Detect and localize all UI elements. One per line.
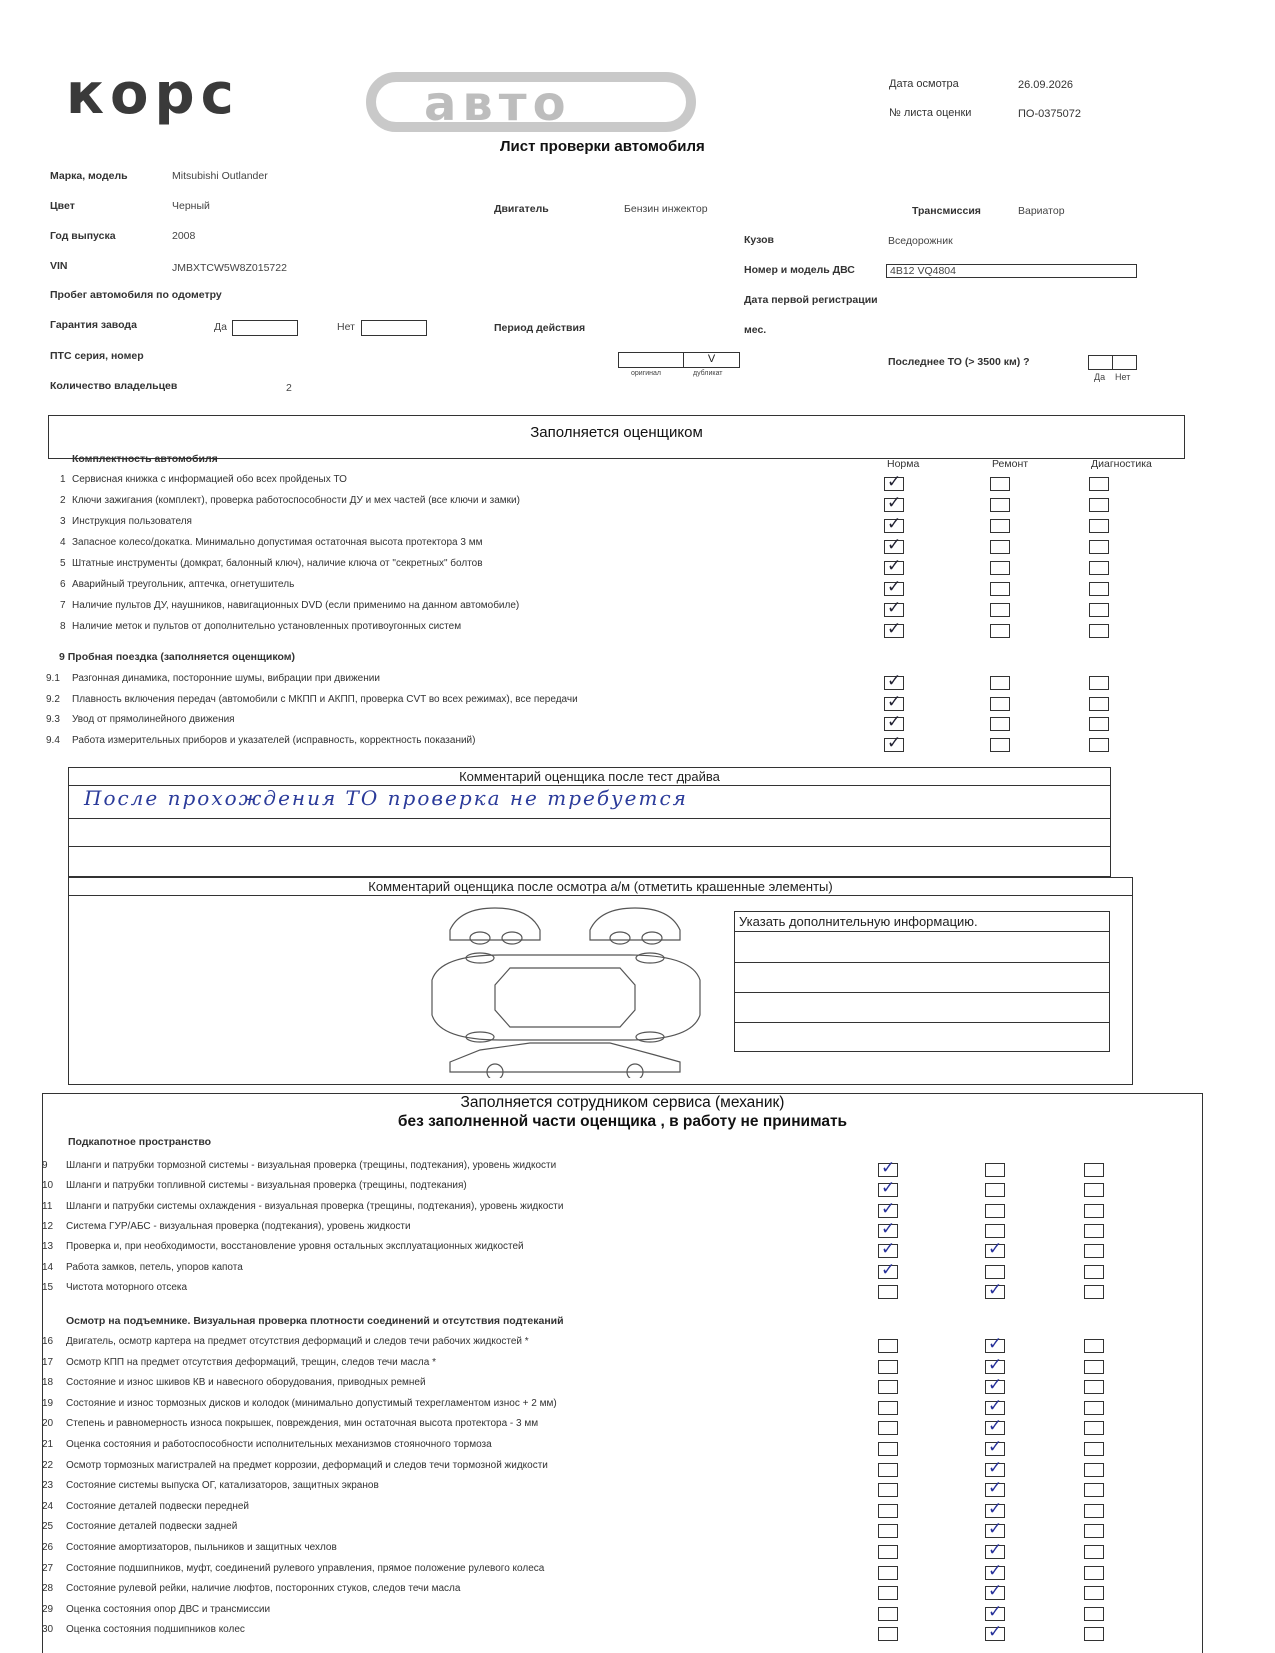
norm-checkbox[interactable] xyxy=(884,691,904,712)
brand-logo-avto-text: авто xyxy=(424,76,572,132)
norm-checkbox[interactable] xyxy=(878,1380,898,1394)
col-diag-header: Диагностика xyxy=(1091,458,1152,470)
check-mark: ✓ xyxy=(887,577,902,597)
last-to-yes-label: Да xyxy=(1094,372,1106,382)
row-text: Аварийный треугольник, аптечка, огнетушитель xyxy=(72,579,295,590)
comment-line xyxy=(69,846,1110,847)
row-number: 5 xyxy=(60,558,66,569)
row-text: Осмотр КПП на предмет отсутствия деформаций, трещин, следов течи масла * xyxy=(66,1356,436,1368)
norm-checkbox[interactable] xyxy=(878,1483,898,1497)
diag-checkbox[interactable] xyxy=(1084,1442,1104,1456)
diag-checkbox[interactable] xyxy=(1084,1360,1104,1374)
engine-number-field[interactable] xyxy=(886,264,1137,278)
body-label: Кузов xyxy=(744,234,774,246)
check-mark: ✓ xyxy=(887,671,902,691)
row-number: 2 xyxy=(60,495,66,506)
row-number: 17 xyxy=(42,1356,54,1368)
extra-info-box[interactable] xyxy=(734,911,1110,1052)
appraiser-section-header xyxy=(48,415,1185,459)
row-text: Плавность включения передач (автомобили с МКПП и АКПП, проверка CVT во всех режимах), все передачи xyxy=(72,693,578,705)
repair-checkbox[interactable] xyxy=(985,1204,1005,1218)
norm-checkbox[interactable] xyxy=(878,1158,898,1178)
last-to-no-box[interactable] xyxy=(1112,355,1137,370)
row-text: Состояние деталей подвески передней xyxy=(66,1500,250,1512)
year-label: Год выпуска xyxy=(50,230,116,242)
owners-label: Количество владельцев xyxy=(50,380,178,392)
pts-label: ПТС серия, номер xyxy=(50,350,144,362)
row-number: 18 xyxy=(42,1377,54,1389)
check-mark: ✓ xyxy=(887,691,902,712)
owners-value: 2 xyxy=(286,382,292,394)
row-text: Шланги и патрубки системы охлаждения - визуальная проверка (трещины, подтекания), уровень жидкости xyxy=(66,1200,564,1212)
last-to-yes-box[interactable] xyxy=(1088,355,1113,370)
row-text: Оценка состояния опор ДВС и трансмиссии xyxy=(66,1603,271,1615)
row-number: 9 xyxy=(42,1160,48,1171)
row-number: 7 xyxy=(60,600,66,611)
repair-checkbox[interactable] xyxy=(985,1581,1005,1602)
check-mark: ✓ xyxy=(887,535,902,555)
row-text: Проверка и, при необходимости, восстановление уровня остальных эксплуатационных жидкостей xyxy=(66,1241,524,1253)
norm-checkbox[interactable] xyxy=(884,577,904,597)
norm-checkbox[interactable] xyxy=(884,712,904,732)
norm-checkbox[interactable] xyxy=(878,1504,898,1518)
row-number: 30 xyxy=(42,1624,54,1636)
row-text: Инструкция пользователя xyxy=(72,516,192,527)
extra-info-line xyxy=(735,1022,1109,1023)
diag-checkbox[interactable] xyxy=(1084,1163,1104,1177)
row-text: Увод от прямолинейного движения xyxy=(72,714,235,725)
row-text: Штатные инструменты (домкрат, балонный ключ), наличие ключа от "секретных" болтов xyxy=(72,558,483,569)
norm-checkbox[interactable] xyxy=(884,732,904,753)
diag-checkbox[interactable] xyxy=(1084,1627,1104,1641)
diag-checkbox[interactable] xyxy=(1084,1483,1104,1497)
diag-checkbox[interactable] xyxy=(1084,1566,1104,1580)
row-text: Шланги и патрубки топливной системы - визуальная проверка (трещины, подтекания) xyxy=(66,1180,467,1192)
repair-checkbox[interactable] xyxy=(985,1601,1005,1622)
row-number: 8 xyxy=(60,621,66,632)
norm-checkbox[interactable] xyxy=(878,1545,898,1559)
repair-checkbox[interactable] xyxy=(985,1334,1005,1354)
pts-duplicate-label: дубликат xyxy=(693,370,723,377)
norm-checkbox[interactable] xyxy=(884,619,904,639)
diag-checkbox[interactable] xyxy=(1084,1401,1104,1415)
diag-checkbox[interactable] xyxy=(1084,1244,1104,1258)
repair-checkbox[interactable] xyxy=(985,1183,1005,1197)
color-value: Черный xyxy=(172,200,210,212)
sheet-number-label: № листа оценки xyxy=(889,107,972,119)
check-mark: ✓ xyxy=(887,732,902,753)
row-number: 11 xyxy=(42,1200,53,1212)
diag-checkbox[interactable] xyxy=(1084,1380,1104,1394)
check-mark: ✓ xyxy=(887,598,902,618)
inspection-date-label: Дата осмотра xyxy=(889,78,959,90)
check-mark: ✓ xyxy=(988,1581,1003,1602)
diag-checkbox[interactable] xyxy=(1089,477,1109,491)
row-number: 4 xyxy=(60,537,66,548)
diag-checkbox[interactable] xyxy=(1089,540,1109,554)
repair-checkbox[interactable] xyxy=(990,477,1010,491)
row-text: Оценка состояния подшипников колес xyxy=(66,1624,245,1636)
diag-checkbox[interactable] xyxy=(1089,624,1109,638)
row-text: Состояние и износ тормозных дисков и колодок (минимально допустимый техрегламентом износ + 2 мм) xyxy=(66,1397,557,1409)
row-number: 21 xyxy=(42,1439,54,1450)
repair-checkbox[interactable] xyxy=(990,676,1010,690)
row-number: 15 xyxy=(42,1281,54,1293)
diag-checkbox[interactable] xyxy=(1089,717,1109,731)
row-text: Осмотр тормозных магистралей на предмет коррозии, деформаций и следов течи тормозной жидкости xyxy=(66,1459,548,1471)
repair-checkbox[interactable] xyxy=(990,603,1010,617)
diag-checkbox[interactable] xyxy=(1084,1421,1104,1435)
inspection-comment-title: Комментарий оценщика после осмотра а/м (отметить крашенные элементы) xyxy=(69,878,1132,896)
row-number: 12 xyxy=(42,1220,54,1232)
repair-checkbox[interactable] xyxy=(990,561,1010,575)
norm-checkbox[interactable] xyxy=(878,1442,898,1456)
warranty-yes-label: Да xyxy=(214,321,227,333)
norm-checkbox[interactable] xyxy=(878,1259,898,1280)
row-text: Шланги и патрубки тормозной системы - визуальная проверка (трещины, подтекания), уровень жидкости xyxy=(66,1160,557,1171)
check-mark: ✓ xyxy=(988,1560,1003,1581)
norm-checkbox[interactable] xyxy=(878,1218,898,1239)
row-text: Система ГУР/АБС - визуальная проверка (подтекания), уровень жидкости xyxy=(66,1220,411,1232)
check-mark: ✓ xyxy=(988,1498,1003,1519)
norm-checkbox[interactable] xyxy=(878,1566,898,1580)
check-mark: ✓ xyxy=(988,1395,1003,1416)
check-mark: ✓ xyxy=(887,472,902,492)
diag-checkbox[interactable] xyxy=(1089,603,1109,617)
norm-checkbox[interactable] xyxy=(884,493,904,513)
color-label: Цвет xyxy=(50,200,75,212)
repair-checkbox[interactable] xyxy=(985,1354,1005,1375)
norm-checkbox[interactable] xyxy=(878,1360,898,1374)
repair-checkbox[interactable] xyxy=(985,1622,1005,1643)
repair-checkbox[interactable] xyxy=(985,1457,1005,1478)
check-mark: ✓ xyxy=(881,1178,896,1199)
norm-checkbox[interactable] xyxy=(884,556,904,576)
row-number: 28 xyxy=(42,1583,54,1595)
repair-checkbox[interactable] xyxy=(985,1224,1005,1238)
repair-checkbox[interactable] xyxy=(985,1163,1005,1177)
diag-checkbox[interactable] xyxy=(1084,1224,1104,1238)
transmission-value: Вариатор xyxy=(1018,205,1065,217)
warranty-no-field[interactable] xyxy=(361,320,427,336)
pts-original-box[interactable] xyxy=(618,352,684,368)
norm-checkbox[interactable] xyxy=(878,1285,898,1299)
norm-checkbox[interactable] xyxy=(878,1198,898,1219)
row-number: 23 xyxy=(42,1480,54,1492)
repair-checkbox[interactable] xyxy=(985,1437,1005,1457)
last-to-label: Последнее ТО (> 3500 км) ? xyxy=(888,356,1030,368)
comment-line xyxy=(69,818,1110,819)
check-mark: ✓ xyxy=(988,1622,1003,1643)
body-value: Вседорожник xyxy=(888,235,953,247)
drive-comment-box[interactable] xyxy=(68,767,1111,877)
year-value: 2008 xyxy=(172,230,196,242)
row-text: Запасное колесо/докатка. Минимально допустимая остаточная высота протектора 3 мм xyxy=(72,537,483,548)
check-mark: ✓ xyxy=(887,493,902,513)
service-title-line2: без заполненной части оценщика , в работу не принимать xyxy=(397,1113,848,1130)
row-text: Наличие меток и пультов от дополнительно установленных противоугонных систем xyxy=(72,621,462,632)
vin-label: VIN xyxy=(50,260,68,272)
test-drive-title: 9 Пробная поездка (заполняется оценщиком) xyxy=(59,651,295,663)
repair-checkbox[interactable] xyxy=(985,1279,1005,1300)
diag-checkbox[interactable] xyxy=(1084,1183,1104,1197)
row-number: 29 xyxy=(42,1603,54,1615)
repair-checkbox[interactable] xyxy=(990,624,1010,638)
row-number: 26 xyxy=(42,1542,54,1553)
row-number: 13 xyxy=(42,1241,54,1253)
check-mark: ✓ xyxy=(988,1279,1003,1300)
row-number: 9.1 xyxy=(46,673,60,684)
sheet-number-value: ПО-0375072 xyxy=(1018,108,1081,120)
diag-checkbox[interactable] xyxy=(1084,1524,1104,1538)
check-mark: ✓ xyxy=(887,556,902,576)
pts-mark: V xyxy=(707,353,716,365)
vin-value: JMBXTCW5W8Z015722 xyxy=(172,262,287,274)
norm-checkbox[interactable] xyxy=(878,1421,898,1435)
last-to-no-label: Нет xyxy=(1115,372,1131,382)
diag-checkbox[interactable] xyxy=(1084,1504,1104,1518)
diag-checkbox[interactable] xyxy=(1089,738,1109,752)
row-text: Состояние деталей подвески задней xyxy=(66,1521,238,1533)
check-mark: ✓ xyxy=(988,1416,1003,1437)
make-model-label: Марка, модель xyxy=(50,170,128,182)
diag-checkbox[interactable] xyxy=(1084,1285,1104,1299)
row-number: 14 xyxy=(42,1261,54,1273)
check-mark: ✓ xyxy=(887,619,902,639)
repair-checkbox[interactable] xyxy=(985,1519,1005,1540)
diag-checkbox[interactable] xyxy=(1084,1586,1104,1600)
check-mark: ✓ xyxy=(881,1259,896,1280)
repair-checkbox[interactable] xyxy=(990,519,1010,533)
row-number: 16 xyxy=(42,1336,54,1347)
engine-label: Двигатель xyxy=(494,203,549,215)
row-text: Сервисная книжка с информацией обо всех пройденых ТО xyxy=(72,474,347,485)
diag-checkbox[interactable] xyxy=(1089,676,1109,690)
check-mark: ✓ xyxy=(881,1218,896,1239)
norm-checkbox[interactable] xyxy=(884,514,904,534)
row-text: Состояние системы выпуска ОГ, катализаторов, защитных экранов xyxy=(66,1480,379,1492)
car-diagram[interactable] xyxy=(420,900,710,1078)
row-number: 19 xyxy=(42,1397,54,1409)
warranty-label: Гарантия завода xyxy=(50,319,137,331)
check-mark: ✓ xyxy=(881,1198,896,1219)
warranty-yes-field[interactable] xyxy=(232,320,298,336)
row-number: 25 xyxy=(42,1521,54,1533)
row-number: 6 xyxy=(60,579,66,590)
repair-checkbox[interactable] xyxy=(985,1478,1005,1499)
repair-checkbox[interactable] xyxy=(990,697,1010,711)
diag-checkbox[interactable] xyxy=(1089,519,1109,533)
diag-checkbox[interactable] xyxy=(1084,1607,1104,1621)
row-text: Работа замков, петель, упоров капота xyxy=(66,1261,243,1273)
norm-checkbox[interactable] xyxy=(878,1627,898,1641)
extra-info-line xyxy=(735,962,1109,963)
repair-checkbox[interactable] xyxy=(985,1540,1005,1560)
diag-checkbox[interactable] xyxy=(1084,1265,1104,1279)
norm-checkbox[interactable] xyxy=(884,472,904,492)
repair-checkbox[interactable] xyxy=(990,582,1010,596)
norm-checkbox[interactable] xyxy=(884,671,904,691)
diag-checkbox[interactable] xyxy=(1089,697,1109,711)
check-mark: ✓ xyxy=(887,712,902,732)
row-text: Разгонная динамика, посторонние шумы, вибрации при движении xyxy=(72,673,380,684)
row-text: Состояние подшипников, муфт, соединений рулевого управления, прямое положение рулевого колеса xyxy=(66,1562,545,1574)
drive-comment-title: Комментарий оценщика после тест драйва xyxy=(69,768,1110,786)
make-model-value: Mitsubishi Outlander xyxy=(172,170,268,182)
check-mark: ✓ xyxy=(881,1158,896,1178)
row-text: Состояние амортизаторов, пыльников и защитных чехлов xyxy=(66,1542,337,1553)
brand-logo-korc: корс xyxy=(66,62,240,127)
diag-checkbox[interactable] xyxy=(1089,582,1109,596)
row-text: Двигатель, осмотр картера на предмет отсутствия деформаций и следов течи рабочих жидкостей * xyxy=(66,1336,529,1347)
row-number: 9.2 xyxy=(46,693,60,705)
check-mark: ✓ xyxy=(988,1457,1003,1478)
row-text: Оценка состояния и работоспособности исполнительных механизмов стояночного тормоза xyxy=(66,1439,492,1450)
transmission-label: Трансмиссия xyxy=(912,205,981,217)
norm-checkbox[interactable] xyxy=(878,1607,898,1621)
underhood-title: Подкапотное пространство xyxy=(68,1136,212,1148)
row-number: 1 xyxy=(60,474,66,485)
engine-value: Бензин инжектор xyxy=(624,203,708,215)
service-title-line1: Заполняется сотрудником сервиса (механик) xyxy=(460,1094,785,1111)
diag-checkbox[interactable] xyxy=(1084,1463,1104,1477)
repair-checkbox[interactable] xyxy=(985,1239,1005,1260)
brand-logo-avto xyxy=(366,72,696,132)
row-text: Состояние и износ шкивов КВ и навесного оборудования, приводных ремней xyxy=(66,1377,426,1389)
row-number: 3 xyxy=(60,516,66,527)
drive-comment-handwriting: После прохождения ТО проверка не требуется xyxy=(84,786,688,810)
extra-info-label: Указать дополнительную информацию. xyxy=(735,912,1109,932)
diag-checkbox[interactable] xyxy=(1084,1545,1104,1559)
engine-number-label: Номер и модель ДВС xyxy=(744,264,855,276)
page-title: Лист проверки автомобиля xyxy=(500,138,705,155)
row-number: 20 xyxy=(42,1418,54,1430)
pts-duplicate-box[interactable] xyxy=(683,352,740,368)
repair-checkbox[interactable] xyxy=(985,1498,1005,1519)
repair-checkbox[interactable] xyxy=(985,1265,1005,1279)
repair-checkbox[interactable] xyxy=(990,717,1010,731)
check-mark: ✓ xyxy=(887,514,902,534)
repair-checkbox[interactable] xyxy=(990,498,1010,512)
norm-checkbox[interactable] xyxy=(878,1178,898,1199)
diag-checkbox[interactable] xyxy=(1084,1204,1104,1218)
row-text: Состояние рулевой рейки, наличие люфтов, посторонних стуков, следов течи масла xyxy=(66,1583,461,1595)
months-label: мес. xyxy=(744,324,767,336)
mileage-label: Пробег автомобиля по одометру xyxy=(50,289,222,301)
norm-checkbox[interactable] xyxy=(878,1239,898,1260)
row-number: 9.4 xyxy=(46,734,60,746)
row-number: 24 xyxy=(42,1500,54,1512)
check-mark: ✓ xyxy=(988,1239,1003,1260)
repair-checkbox[interactable] xyxy=(985,1375,1005,1396)
check-mark: ✓ xyxy=(881,1239,896,1260)
row-number: 10 xyxy=(42,1180,54,1192)
norm-checkbox[interactable] xyxy=(884,535,904,555)
first-registration-label: Дата первой регистрации xyxy=(744,294,878,306)
warranty-no-label: Нет xyxy=(337,321,355,333)
engine-number-value: 4B12 VQ4804 xyxy=(890,265,956,277)
inspection-date-value: 26.09.2026 xyxy=(1018,79,1074,91)
row-number: 27 xyxy=(42,1562,54,1574)
check-mark: ✓ xyxy=(988,1601,1003,1622)
repair-checkbox[interactable] xyxy=(985,1560,1005,1581)
completeness-title: Комплектность автомобиля xyxy=(72,453,218,465)
appraiser-section-title: Заполняется оценщиком xyxy=(530,424,703,441)
diag-checkbox[interactable] xyxy=(1089,498,1109,512)
check-mark: ✓ xyxy=(988,1437,1003,1457)
row-text: Чистота моторного отсека xyxy=(66,1281,188,1293)
row-text: Работа измерительных приборов и указателей (исправность, корректность показаний) xyxy=(72,734,476,746)
warranty-period-label: Период действия xyxy=(494,322,586,334)
row-number: 22 xyxy=(42,1459,54,1471)
check-mark: ✓ xyxy=(988,1375,1003,1396)
check-mark: ✓ xyxy=(988,1519,1003,1540)
repair-checkbox[interactable] xyxy=(990,738,1010,752)
norm-checkbox[interactable] xyxy=(878,1463,898,1477)
repair-checkbox[interactable] xyxy=(985,1416,1005,1437)
row-text: Степень и равномерность износа покрышек, повреждения, мин остаточная высота протектора - 3 мм xyxy=(66,1418,539,1430)
norm-checkbox[interactable] xyxy=(878,1586,898,1600)
row-text: Наличие пультов ДУ, наушников, навигационных DVD (если применимо на данном автомобиле) xyxy=(72,600,520,611)
row-number: 9.3 xyxy=(46,714,60,725)
norm-checkbox[interactable] xyxy=(878,1401,898,1415)
extra-info-line xyxy=(735,992,1109,993)
norm-checkbox[interactable] xyxy=(878,1524,898,1538)
pts-original-label: оригинал xyxy=(631,370,662,377)
norm-checkbox[interactable] xyxy=(878,1339,898,1353)
service-section-title xyxy=(42,1093,1203,1131)
check-mark: ✓ xyxy=(988,1334,1003,1354)
col-repair-header: Ремонт xyxy=(992,458,1029,470)
check-mark: ✓ xyxy=(988,1540,1003,1560)
lift-title: Осмотр на подъемнике. Визуальная проверка плотности соединений и отсутствия подтеканий xyxy=(66,1315,564,1327)
diag-checkbox[interactable] xyxy=(1084,1339,1104,1353)
check-mark: ✓ xyxy=(988,1354,1003,1375)
repair-checkbox[interactable] xyxy=(990,540,1010,554)
row-text: Ключи зажигания (комплект), проверка работоспособности ДУ и мех частей (все ключи и замки) xyxy=(72,495,520,506)
repair-checkbox[interactable] xyxy=(985,1395,1005,1416)
col-norm-header: Норма xyxy=(887,458,920,470)
diag-checkbox[interactable] xyxy=(1089,561,1109,575)
check-mark: ✓ xyxy=(988,1478,1003,1499)
norm-checkbox[interactable] xyxy=(884,598,904,618)
